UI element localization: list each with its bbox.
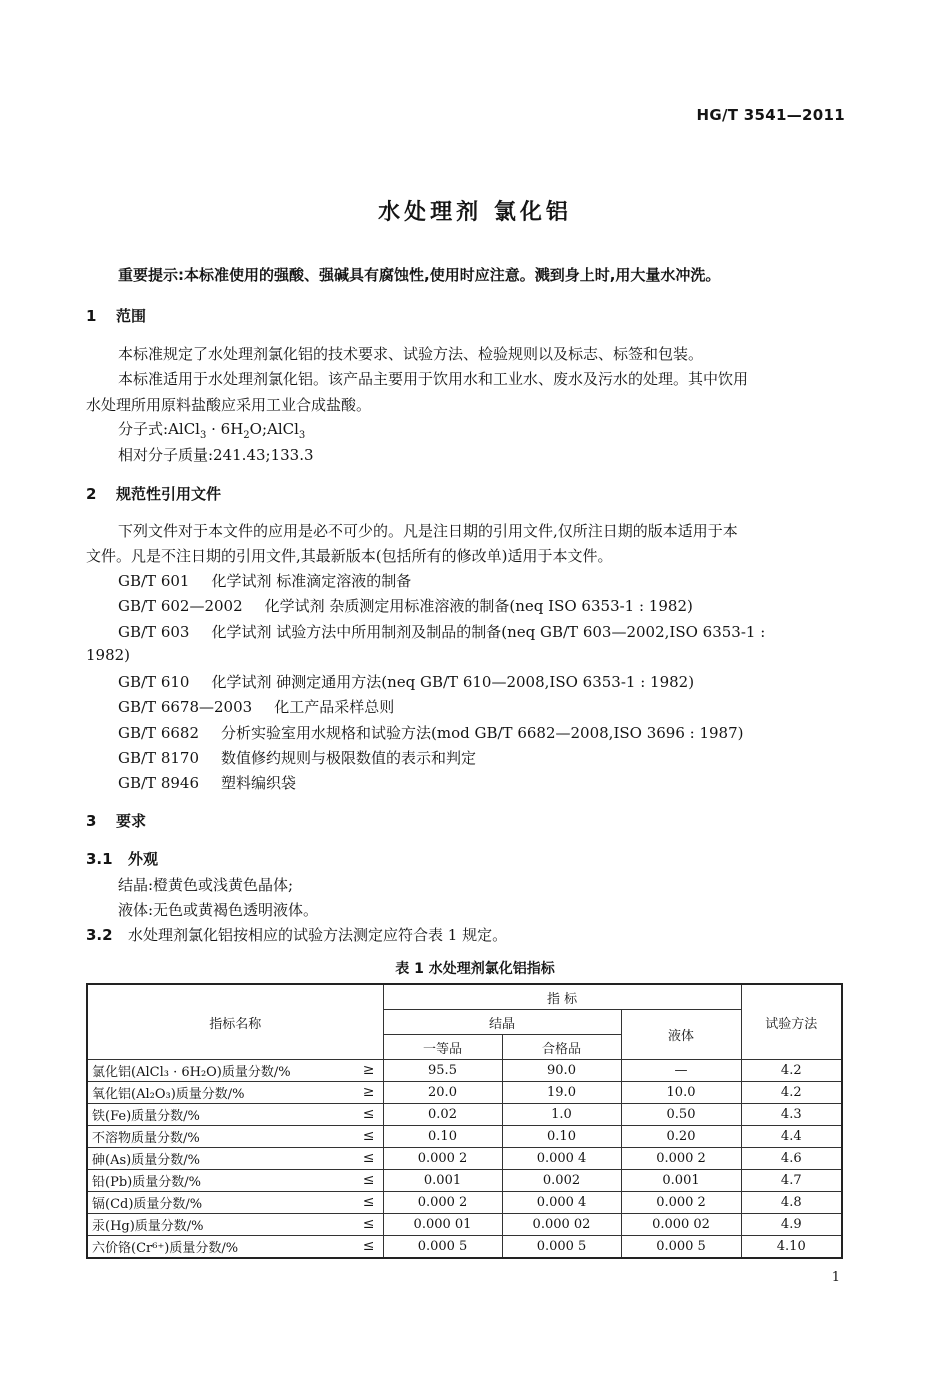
row-name-text: 六价铬(Cr⁶⁺)质量分数/% bbox=[92, 1241, 239, 1256]
cell-first-grade: 0.001 bbox=[383, 1170, 502, 1192]
header-indicator-name: 指标名称 bbox=[87, 984, 383, 1060]
table-row bbox=[87, 1236, 842, 1259]
paragraph: 本标准适用于水处理剂氯化铝。该产品主要用于饮用水和工业水、废水及污水的处理。其中饮用 bbox=[118, 370, 749, 388]
reference-code: GB/T 6678—2003 bbox=[118, 698, 253, 716]
cell-first-grade: 0.000 01 bbox=[383, 1214, 502, 1236]
molecular-formula bbox=[118, 418, 878, 441]
limit-symbol: ≤ bbox=[362, 1216, 375, 1232]
cell-method: 4.4 bbox=[741, 1126, 842, 1148]
cell-first-grade: 0.000 5 bbox=[383, 1236, 502, 1259]
formula-subscript: 3 bbox=[298, 430, 306, 441]
cell-method: 4.2 bbox=[741, 1060, 842, 1082]
reference-code: GB/T 610 bbox=[118, 673, 190, 691]
page-number: 1 bbox=[831, 1270, 840, 1285]
cell-method: 4.3 bbox=[741, 1104, 842, 1126]
appearance-crystal: 结晶:橙黄色或浅黄色晶体; bbox=[118, 876, 294, 894]
row-name bbox=[87, 1170, 383, 1192]
header-liquid: 液体 bbox=[621, 1010, 741, 1060]
cell-liquid: 0.000 2 bbox=[621, 1148, 741, 1170]
row-name bbox=[87, 1082, 383, 1104]
cell-liquid: 0.20 bbox=[621, 1126, 741, 1148]
cell-qualified: 0.000 4 bbox=[502, 1148, 621, 1170]
row-name-text: 不溶物质量分数/% bbox=[92, 1131, 200, 1146]
cell-qualified: 0.10 bbox=[502, 1126, 621, 1148]
subsection-number: 3.2 bbox=[86, 926, 113, 944]
section-title: 要求 bbox=[116, 812, 147, 830]
row-name-text: 铅(Pb)质量分数/% bbox=[92, 1175, 201, 1190]
row-name-text: 镉(Cd)质量分数/% bbox=[92, 1197, 203, 1212]
reference-title: 化工产品采样总则 bbox=[274, 698, 395, 716]
row-name bbox=[87, 1148, 383, 1170]
limit-symbol: ≤ bbox=[362, 1194, 375, 1210]
formula-part: · 6H bbox=[206, 420, 244, 438]
row-name-text: 铁(Fe)质量分数/% bbox=[92, 1109, 200, 1124]
subsection-3-1-heading bbox=[86, 848, 158, 869]
cell-method: 4.10 bbox=[741, 1236, 842, 1259]
cell-first-grade: 0.000 2 bbox=[383, 1148, 502, 1170]
section-number: 1 bbox=[86, 307, 97, 325]
header-first-grade: 一等品 bbox=[383, 1035, 502, 1060]
row-name-text: 汞(Hg)质量分数/% bbox=[92, 1219, 204, 1234]
reference-code: GB/T 603 bbox=[118, 623, 190, 641]
table-row bbox=[87, 1170, 842, 1192]
document-title: 水处理剂 氯化铝 bbox=[378, 200, 572, 225]
subsection-title: 外观 bbox=[128, 850, 159, 868]
row-name bbox=[87, 1214, 383, 1236]
section-title: 规范性引用文件 bbox=[116, 485, 222, 503]
table-row bbox=[87, 1082, 842, 1104]
table-caption: 表 1 水处理剂氯化铝指标 bbox=[395, 961, 555, 977]
subsection-number: 3.1 bbox=[86, 850, 113, 868]
cell-liquid: 0.000 02 bbox=[621, 1214, 741, 1236]
cell-method: 4.2 bbox=[741, 1082, 842, 1104]
cell-method: 4.9 bbox=[741, 1214, 842, 1236]
reference-item bbox=[118, 621, 765, 642]
paragraph: 下列文件对于本文件的应用是必不可少的。凡是注日期的引用文件,仅所注日期的版本适用于本 bbox=[118, 522, 738, 540]
cell-first-grade: 0.000 2 bbox=[383, 1192, 502, 1214]
reference-title: 数值修约规则与极限数值的表示和判定 bbox=[221, 749, 477, 767]
reference-title: 化学试剂 杂质测定用标准溶液的制备(neq ISO 6353-1 : 1982) bbox=[264, 597, 693, 615]
table-row bbox=[87, 1104, 842, 1126]
section-title: 范围 bbox=[116, 307, 147, 325]
formula-subscript: 3 bbox=[199, 430, 207, 441]
cell-first-grade: 0.02 bbox=[383, 1104, 502, 1126]
limit-symbol: ≤ bbox=[362, 1238, 375, 1254]
section-2-heading bbox=[86, 483, 221, 504]
table-row bbox=[87, 1148, 842, 1170]
header-indicator: 指 标 bbox=[383, 984, 741, 1010]
cell-liquid: 0.000 5 bbox=[621, 1236, 741, 1259]
limit-symbol: ≤ bbox=[362, 1128, 375, 1144]
table-row bbox=[87, 1126, 842, 1148]
reference-code: GB/T 602—2002 bbox=[118, 597, 243, 615]
reference-item bbox=[118, 747, 476, 768]
section-1-heading bbox=[86, 305, 146, 326]
reference-code: GB/T 6682 bbox=[118, 724, 200, 742]
appearance-liquid: 液体:无色或黄褐色透明液体。 bbox=[118, 901, 319, 919]
reference-code: GB/T 601 bbox=[118, 572, 190, 590]
reference-title: 分析实验室用水规格和试验方法(mod GB/T 6682—2008,ISO 3696 : 1987) bbox=[221, 724, 744, 742]
limit-symbol: ≥ bbox=[362, 1062, 375, 1078]
cell-method: 4.7 bbox=[741, 1170, 842, 1192]
subsection-text: 水处理剂氯化铝按相应的试验方法测定应符合表 1 规定。 bbox=[128, 926, 508, 944]
header-test-method: 试验方法 bbox=[741, 984, 842, 1060]
specification-table bbox=[86, 983, 843, 1259]
limit-symbol: ≥ bbox=[362, 1084, 375, 1100]
reference-title: 1982) bbox=[86, 646, 131, 664]
formula-part: AlCl bbox=[168, 420, 200, 438]
reference-item bbox=[118, 696, 394, 717]
table-row bbox=[87, 1060, 842, 1082]
row-name-text: 砷(As)质量分数/% bbox=[92, 1153, 200, 1168]
row-name-text: 氧化铝(Al₂O₃)质量分数/% bbox=[92, 1087, 245, 1102]
reference-code: GB/T 8946 bbox=[118, 774, 200, 792]
paragraph: 本标准规定了水处理剂氯化铝的技术要求、试验方法、检验规则以及标志、标签和包装。 bbox=[118, 345, 704, 363]
cell-first-grade: 95.5 bbox=[383, 1060, 502, 1082]
cell-qualified: 0.000 5 bbox=[502, 1236, 621, 1259]
molecular-mass: 相对分子质量:241.43;133.3 bbox=[118, 446, 314, 464]
cell-qualified: 0.000 02 bbox=[502, 1214, 621, 1236]
row-name-text: 氯化铝(AlCl₃ · 6H₂O)质量分数/% bbox=[92, 1065, 291, 1080]
standard-number: HG/T 3541—2011 bbox=[696, 106, 845, 124]
reference-item-continued bbox=[86, 646, 130, 664]
cell-qualified: 1.0 bbox=[502, 1104, 621, 1126]
cell-qualified: 0.000 4 bbox=[502, 1192, 621, 1214]
cell-liquid: 10.0 bbox=[621, 1082, 741, 1104]
row-name bbox=[87, 1236, 383, 1259]
reference-item bbox=[118, 595, 693, 616]
row-name bbox=[87, 1126, 383, 1148]
header-qualified-grade: 合格品 bbox=[502, 1035, 621, 1060]
section-number: 3 bbox=[86, 812, 97, 830]
header-crystal: 结晶 bbox=[383, 1010, 621, 1035]
cell-method: 4.8 bbox=[741, 1192, 842, 1214]
cell-liquid: 0.001 bbox=[621, 1170, 741, 1192]
section-3-heading bbox=[86, 810, 146, 831]
cell-liquid: — bbox=[621, 1060, 741, 1082]
reference-code: GB/T 8170 bbox=[118, 749, 200, 767]
formula-part: O;AlCl bbox=[249, 420, 299, 438]
formula-subscript: 2 bbox=[243, 430, 250, 441]
reference-title: 化学试剂 砷测定通用方法(neq GB/T 610—2008,ISO 6353-1 : 1982) bbox=[211, 673, 695, 691]
reference-item bbox=[118, 772, 296, 793]
cell-method: 4.6 bbox=[741, 1148, 842, 1170]
reference-item bbox=[118, 570, 411, 591]
cell-first-grade: 20.0 bbox=[383, 1082, 502, 1104]
limit-symbol: ≤ bbox=[362, 1106, 375, 1122]
reference-title: 化学试剂 标准滴定溶液的制备 bbox=[211, 572, 412, 590]
cell-liquid: 0.50 bbox=[621, 1104, 741, 1126]
table-row bbox=[87, 1192, 842, 1214]
cell-qualified: 19.0 bbox=[502, 1082, 621, 1104]
row-name bbox=[87, 1192, 383, 1214]
paragraph: 水处理所用原料盐酸应采用工业合成盐酸。 bbox=[86, 396, 372, 414]
limit-symbol: ≤ bbox=[362, 1172, 375, 1188]
cell-liquid: 0.000 2 bbox=[621, 1192, 741, 1214]
paragraph: 文件。凡是不注日期的引用文件,其最新版本(包括所有的修改单)适用于本文件。 bbox=[86, 547, 613, 565]
formula-label: 分子式: bbox=[118, 420, 169, 438]
subsection-3-2 bbox=[86, 924, 846, 945]
reference-title: 塑料编织袋 bbox=[221, 774, 297, 792]
table-row bbox=[87, 1214, 842, 1236]
cell-qualified: 90.0 bbox=[502, 1060, 621, 1082]
cell-qualified: 0.002 bbox=[502, 1170, 621, 1192]
reference-item bbox=[118, 671, 694, 692]
limit-symbol: ≤ bbox=[362, 1150, 375, 1166]
row-name bbox=[87, 1104, 383, 1126]
reference-title: 化学试剂 试验方法中所用制剂及制品的制备(neq GB/T 603—2002,ISO 6353-1 : bbox=[211, 623, 766, 641]
safety-notice: 重要提示:本标准使用的强酸、强碱具有腐蚀性,使用时应注意。溅到身上时,用大量水冲洗。 bbox=[118, 266, 721, 284]
row-name bbox=[87, 1060, 383, 1082]
cell-first-grade: 0.10 bbox=[383, 1126, 502, 1148]
reference-item bbox=[118, 722, 744, 743]
section-number: 2 bbox=[86, 485, 97, 503]
